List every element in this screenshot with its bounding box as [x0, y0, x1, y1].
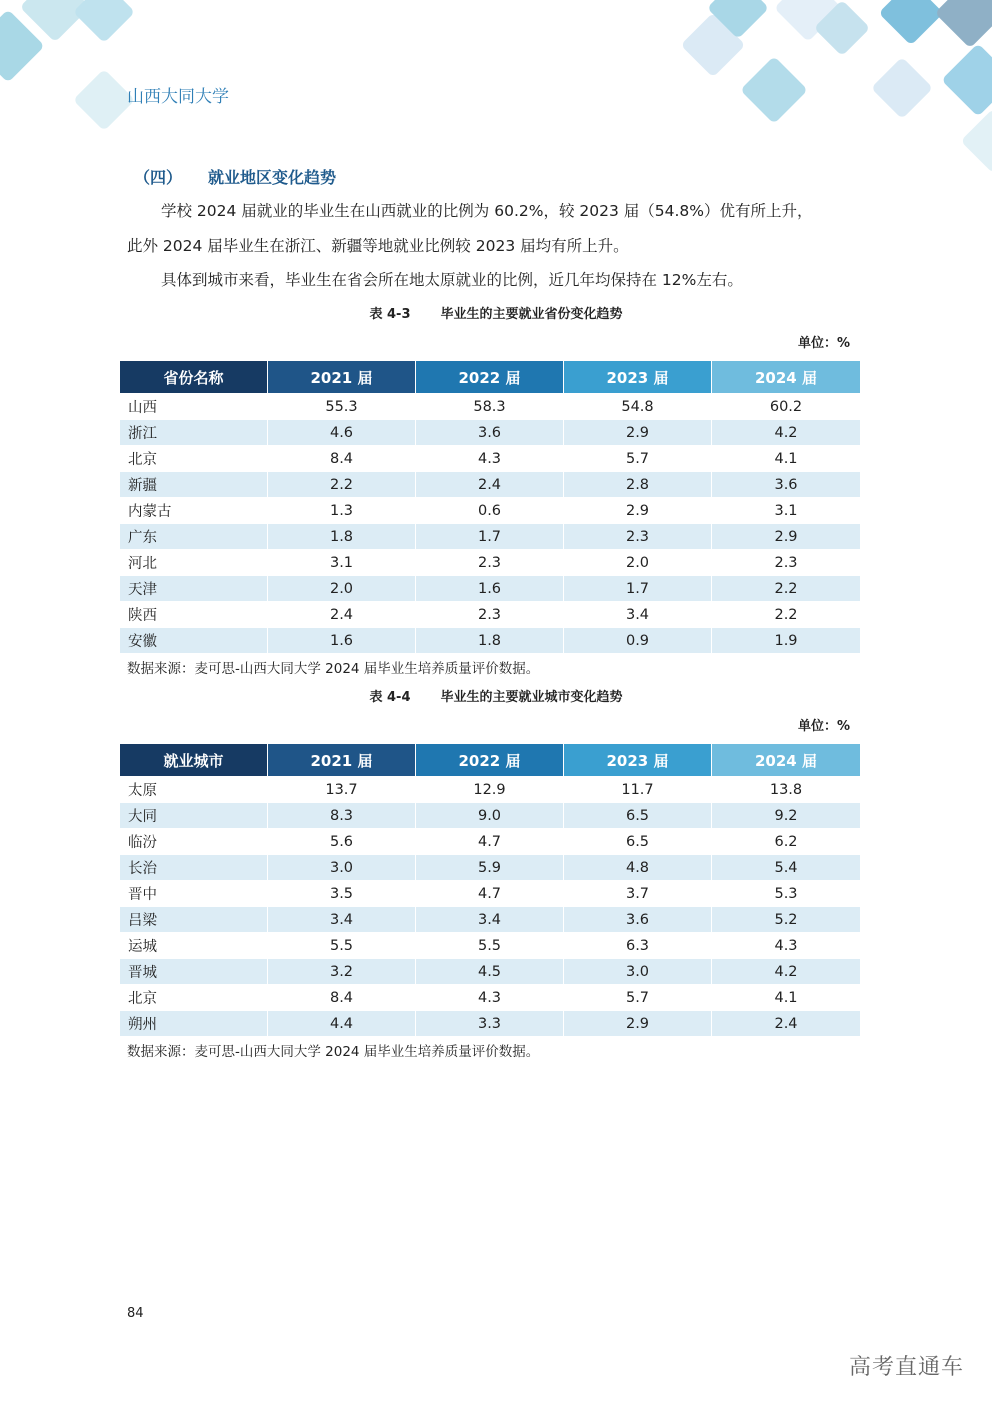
column-header: 2024 届: [712, 361, 861, 394]
value-cell: 55.3: [268, 394, 416, 420]
data-source-note: 数据来源：麦可思-山西大同大学 2024 届毕业生培养质量评价数据。: [127, 661, 540, 677]
value-cell: 1.7: [416, 524, 564, 550]
table-row: [120, 985, 861, 1011]
value-cell: 9.0: [416, 803, 564, 829]
section-title: 就业地区变化趋势: [208, 168, 337, 187]
decorative-diamond: [935, 0, 992, 48]
value-cell: 3.4: [268, 907, 416, 933]
value-cell: 6.3: [564, 933, 712, 959]
table-row: [120, 855, 861, 881]
table-row: [120, 550, 861, 576]
row-label-cell: 河北: [120, 550, 268, 576]
value-cell: 1.9: [712, 628, 861, 654]
school-name: 山西大同大学: [127, 87, 229, 107]
value-cell: 4.3: [416, 446, 564, 472]
value-cell: 3.4: [416, 907, 564, 933]
value-cell: 3.7: [564, 881, 712, 907]
row-label-cell: 大同: [120, 803, 268, 829]
decorative-diamond: [960, 108, 992, 173]
value-cell: 2.3: [416, 550, 564, 576]
value-cell: 6.5: [564, 829, 712, 855]
row-label-cell: 北京: [120, 446, 268, 472]
row-label-cell: 长治: [120, 855, 268, 881]
table-title: 毕业生的主要就业城市变化趋势: [440, 690, 623, 705]
value-cell: 8.4: [268, 446, 416, 472]
value-cell: 4.6: [268, 420, 416, 446]
value-cell: 8.3: [268, 803, 416, 829]
value-cell: 1.8: [416, 628, 564, 654]
table-label: 表 4-3: [369, 307, 411, 322]
table-row: [120, 628, 861, 654]
value-cell: 4.2: [712, 959, 861, 985]
table-row: [120, 907, 861, 933]
table-header-row: [120, 744, 861, 777]
table-row: [120, 881, 861, 907]
value-cell: 2.2: [712, 576, 861, 602]
row-label-cell: 临汾: [120, 829, 268, 855]
value-cell: 0.6: [416, 498, 564, 524]
value-cell: 58.3: [416, 394, 564, 420]
value-cell: 4.7: [416, 881, 564, 907]
value-cell: 5.4: [712, 855, 861, 881]
value-cell: 1.7: [564, 576, 712, 602]
value-cell: 3.1: [712, 498, 861, 524]
row-label-cell: 太原: [120, 777, 268, 803]
column-header: 2024 届: [712, 744, 861, 777]
value-cell: 4.3: [416, 985, 564, 1011]
value-cell: 13.8: [712, 777, 861, 803]
value-cell: 60.2: [712, 394, 861, 420]
decorative-diamond: [871, 57, 933, 119]
value-cell: 2.3: [416, 602, 564, 628]
column-header: 2021 届: [268, 361, 416, 394]
paragraph: 此外 2024 届毕业生在浙江、新疆等地就业比例较 2023 届均有所上升。: [127, 237, 629, 255]
row-label-cell: 安徽: [120, 628, 268, 654]
column-header: 省份名称: [120, 361, 268, 394]
row-label-cell: 新疆: [120, 472, 268, 498]
row-label-cell: 朔州: [120, 1011, 268, 1037]
value-cell: 5.5: [268, 933, 416, 959]
table-row: [120, 420, 861, 446]
row-label-cell: 北京: [120, 985, 268, 1011]
table-row: [120, 933, 861, 959]
value-cell: 4.5: [416, 959, 564, 985]
page-number: 84: [127, 1306, 144, 1321]
value-cell: 3.0: [564, 959, 712, 985]
value-cell: 2.9: [564, 420, 712, 446]
table-row: [120, 394, 861, 420]
value-cell: 2.9: [712, 524, 861, 550]
section-heading: [134, 165, 336, 188]
value-cell: 2.9: [564, 1011, 712, 1037]
row-label-cell: 天津: [120, 576, 268, 602]
value-cell: 5.3: [712, 881, 861, 907]
value-cell: 4.1: [712, 446, 861, 472]
row-label-cell: 陕西: [120, 602, 268, 628]
value-cell: 3.0: [268, 855, 416, 881]
value-cell: 5.7: [564, 446, 712, 472]
paragraph: 学校 2024 届就业的毕业生在山西就业的比例为 60.2%，较 2023 届（54.8%）优有所上升，: [161, 202, 813, 220]
value-cell: 6.5: [564, 803, 712, 829]
value-cell: 12.9: [416, 777, 564, 803]
value-cell: 3.2: [268, 959, 416, 985]
table-unit: 单位：%: [797, 719, 850, 734]
value-cell: 4.4: [268, 1011, 416, 1037]
section-number: （四）: [134, 168, 183, 187]
value-cell: 54.8: [564, 394, 712, 420]
table-row: [120, 524, 861, 550]
decorative-diamond: [73, 69, 135, 131]
column-header: 2022 届: [416, 361, 564, 394]
row-label-cell: 广东: [120, 524, 268, 550]
table-caption: [0, 686, 992, 705]
row-label-cell: 吕梁: [120, 907, 268, 933]
column-header: 2023 届: [564, 361, 712, 394]
value-cell: 4.8: [564, 855, 712, 881]
table-row: [120, 959, 861, 985]
value-cell: 2.3: [712, 550, 861, 576]
decorative-diamond: [941, 43, 992, 117]
value-cell: 2.4: [416, 472, 564, 498]
value-cell: 6.2: [712, 829, 861, 855]
value-cell: 2.0: [268, 576, 416, 602]
value-cell: 1.6: [416, 576, 564, 602]
value-cell: 3.6: [712, 472, 861, 498]
value-cell: 3.4: [564, 602, 712, 628]
decorative-diamond: [878, 0, 943, 46]
row-label-cell: 晋中: [120, 881, 268, 907]
value-cell: 4.1: [712, 985, 861, 1011]
value-cell: 1.8: [268, 524, 416, 550]
row-label-cell: 内蒙古: [120, 498, 268, 524]
column-header: 2021 届: [268, 744, 416, 777]
data-source-note: 数据来源：麦可思-山西大同大学 2024 届毕业生培养质量评价数据。: [127, 1044, 540, 1060]
value-cell: 11.7: [564, 777, 712, 803]
row-label-cell: 浙江: [120, 420, 268, 446]
table-row: [120, 472, 861, 498]
value-cell: 8.4: [268, 985, 416, 1011]
table-title: 毕业生的主要就业省份变化趋势: [440, 307, 623, 322]
column-header: 2022 届: [416, 744, 564, 777]
value-cell: 1.6: [268, 628, 416, 654]
table-row: [120, 1011, 861, 1037]
value-cell: 4.7: [416, 829, 564, 855]
paragraph: 具体到城市来看，毕业生在省会所在地太原就业的比例，近几年均保持在 12%左右。: [161, 271, 743, 289]
value-cell: 2.4: [268, 602, 416, 628]
table-row: [120, 576, 861, 602]
value-cell: 5.2: [712, 907, 861, 933]
value-cell: 13.7: [268, 777, 416, 803]
row-label-cell: 运城: [120, 933, 268, 959]
value-cell: 2.9: [564, 498, 712, 524]
value-cell: 2.2: [268, 472, 416, 498]
value-cell: 2.3: [564, 524, 712, 550]
table-row: [120, 829, 861, 855]
table-unit: 单位：%: [797, 336, 850, 351]
value-cell: 5.7: [564, 985, 712, 1011]
table-caption: [0, 303, 992, 322]
value-cell: 2.0: [564, 550, 712, 576]
value-cell: 3.1: [268, 550, 416, 576]
column-header: 2023 届: [564, 744, 712, 777]
value-cell: 4.3: [712, 933, 861, 959]
value-cell: 9.2: [712, 803, 861, 829]
watermark: 高考直通车: [848, 1355, 964, 1380]
table-row: [120, 803, 861, 829]
value-cell: 3.5: [268, 881, 416, 907]
row-label-cell: 山西: [120, 394, 268, 420]
value-cell: 3.6: [564, 907, 712, 933]
table-label: 表 4-4: [369, 690, 411, 705]
column-header: 就业城市: [120, 744, 268, 777]
table-header-row: [120, 361, 861, 394]
table-row: [120, 602, 861, 628]
decorative-diamond: [740, 56, 808, 124]
value-cell: 4.2: [712, 420, 861, 446]
decorative-diamond: [73, 0, 135, 43]
value-cell: 5.5: [416, 933, 564, 959]
table-row: [120, 777, 861, 803]
value-cell: 2.8: [564, 472, 712, 498]
value-cell: 2.4: [712, 1011, 861, 1037]
value-cell: 1.3: [268, 498, 416, 524]
value-cell: 3.6: [416, 420, 564, 446]
table-row: [120, 446, 861, 472]
province-table: [119, 360, 861, 654]
value-cell: 5.9: [416, 855, 564, 881]
row-label-cell: 晋城: [120, 959, 268, 985]
value-cell: 3.3: [416, 1011, 564, 1037]
table-row: [120, 498, 861, 524]
city-table: [119, 743, 861, 1037]
value-cell: 0.9: [564, 628, 712, 654]
value-cell: 2.2: [712, 602, 861, 628]
value-cell: 5.6: [268, 829, 416, 855]
